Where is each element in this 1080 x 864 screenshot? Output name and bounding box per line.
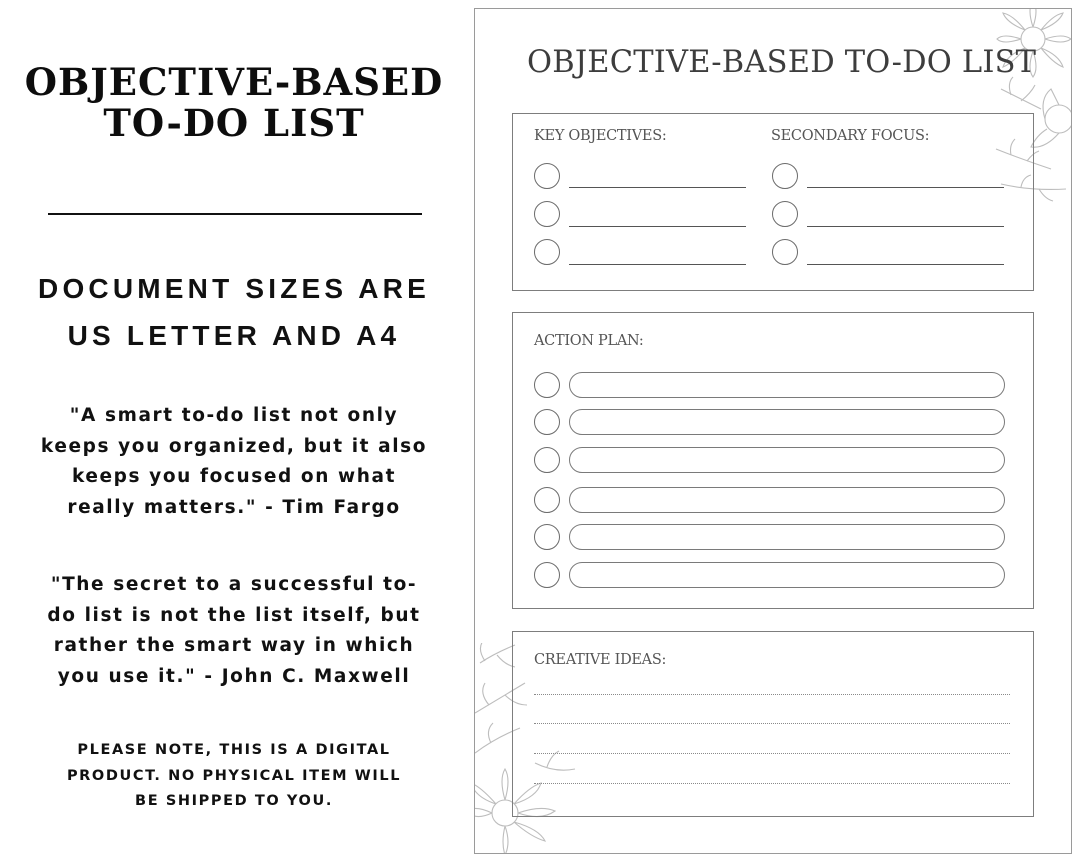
objectives-section <box>512 113 1034 291</box>
action-checkbox[interactable] <box>534 524 560 550</box>
product-title <box>0 62 468 144</box>
quote-line: keeps you focused on what <box>71 466 397 487</box>
product-title-line: TO-DO LIST <box>103 101 365 145</box>
product-title-line: OBJECTIVE-BASED <box>24 60 444 104</box>
note-line: PRODUCT. NO PHYSICAL ITEM WILL <box>66 767 402 784</box>
action-checkbox[interactable] <box>534 562 560 588</box>
creative-ideas-section <box>512 631 1034 817</box>
document-sizes-line: DOCUMENT SIZES ARE <box>38 273 430 304</box>
quote-line: do list is not the list itself, but <box>47 604 421 626</box>
action-plan-label: ACTION PLAN: <box>534 333 644 349</box>
creative-ideas-label: CREATIVE IDEAS: <box>534 652 667 668</box>
action-checkbox[interactable] <box>534 487 560 513</box>
ideas-line[interactable] <box>534 783 1010 784</box>
ideas-line[interactable] <box>534 753 1010 754</box>
key-objectives-label: KEY OBJECTIVES: <box>534 128 667 144</box>
secondary-focus-checkbox[interactable] <box>772 201 798 227</box>
action-field[interactable] <box>569 524 1005 550</box>
planner-page-preview <box>474 8 1072 854</box>
quote-tim-fargo <box>0 401 468 523</box>
secondary-focus-line[interactable] <box>807 264 1004 265</box>
quote-john-maxwell <box>0 570 468 692</box>
action-field[interactable] <box>569 562 1005 588</box>
action-field[interactable] <box>569 447 1005 473</box>
action-field[interactable] <box>569 409 1005 435</box>
page-title: OBJECTIVE-BASED TO-DO LIST <box>527 45 1037 80</box>
quote-line: really matters." - Tim Fargo <box>67 496 401 518</box>
key-objective-checkbox[interactable] <box>534 201 560 227</box>
action-plan-section <box>512 312 1034 609</box>
ideas-line[interactable] <box>534 694 1010 695</box>
left-panel <box>0 0 468 864</box>
note-line: BE SHIPPED TO YOU. <box>135 793 333 809</box>
ideas-line[interactable] <box>534 723 1010 724</box>
secondary-focus-line[interactable] <box>807 187 1004 188</box>
quote-line: you use it." - John C. Maxwell <box>57 665 411 687</box>
action-checkbox[interactable] <box>534 372 560 398</box>
quote-line: rather the smart way in which <box>53 635 415 656</box>
quote-line: "The secret to a successful to- <box>50 574 418 595</box>
key-objective-checkbox[interactable] <box>534 239 560 265</box>
document-sizes-line: US LETTER AND A4 <box>67 320 401 351</box>
quote-line: "A smart to-do list not only <box>69 405 399 426</box>
action-field[interactable] <box>569 372 1005 398</box>
document-sizes <box>0 265 468 359</box>
action-field[interactable] <box>569 487 1005 513</box>
secondary-focus-checkbox[interactable] <box>772 239 798 265</box>
key-objective-line[interactable] <box>569 226 746 227</box>
digital-product-note <box>0 738 468 815</box>
action-checkbox[interactable] <box>534 447 560 473</box>
note-line: PLEASE NOTE, THIS IS A DIGITAL <box>77 742 391 758</box>
secondary-focus-label: SECONDARY FOCUS: <box>771 128 930 144</box>
key-objective-line[interactable] <box>569 187 746 188</box>
secondary-focus-line[interactable] <box>807 226 1004 227</box>
key-objective-checkbox[interactable] <box>534 163 560 189</box>
key-objective-line[interactable] <box>569 264 746 265</box>
divider <box>48 213 422 215</box>
secondary-focus-checkbox[interactable] <box>772 163 798 189</box>
action-checkbox[interactable] <box>534 409 560 435</box>
quote-line: keeps you organized, but it also <box>40 435 428 457</box>
